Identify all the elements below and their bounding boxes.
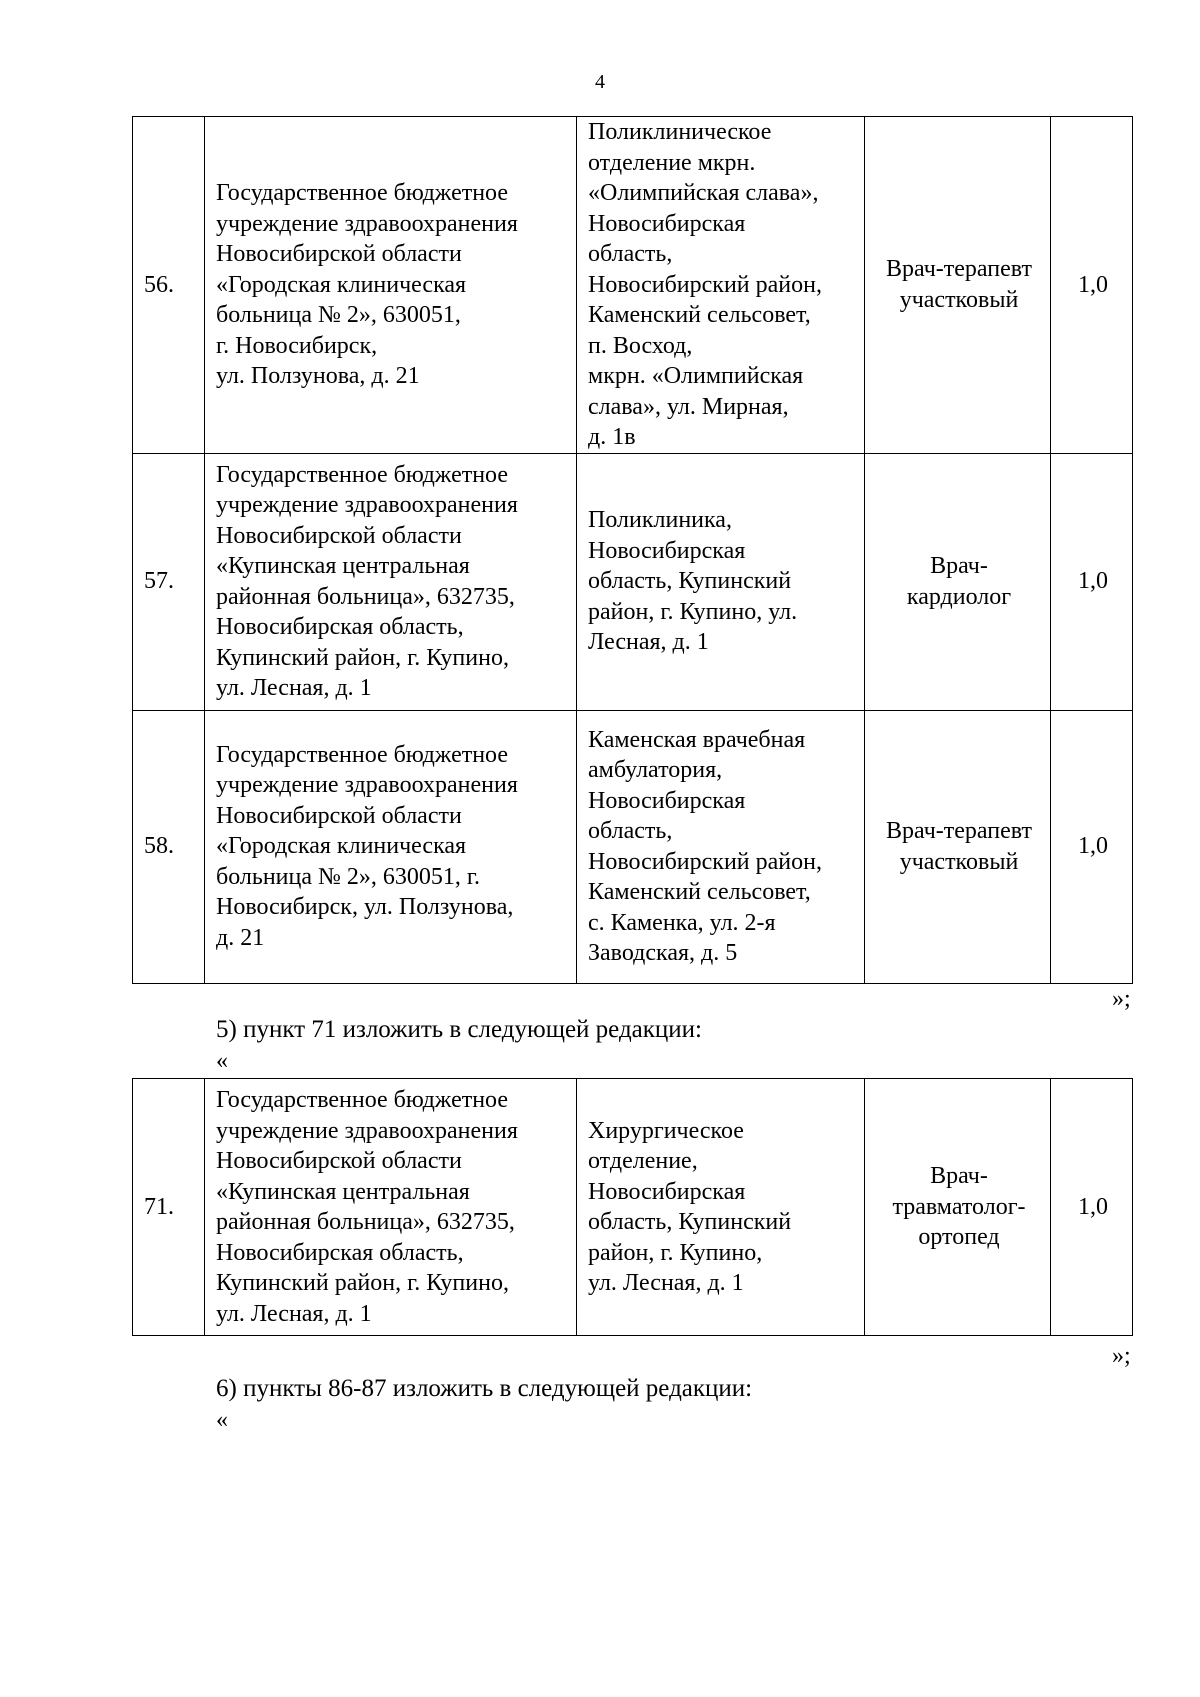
rate-cell: 1,0 bbox=[1051, 710, 1133, 983]
rate-cell: 1,0 bbox=[1051, 1079, 1133, 1336]
opening-quote: « bbox=[216, 1048, 228, 1074]
row-number: 58. bbox=[133, 710, 205, 983]
position-cell: Врач-терапевт участковый bbox=[865, 117, 1051, 454]
organization-cell: Государственное бюджетное учреждение здравоохранения Новосибирской области «Городская клиническая больница № 2», 630051, г. Новосибирск, ул. Ползунова, д. 21 bbox=[205, 117, 577, 454]
position-cell: Врач-терапевт участковый bbox=[865, 710, 1051, 983]
unit-address-cell: Хирургическое отделение, Новосибирская область, Купинский район, г. Купино, ул. Лесная, д. 1 bbox=[577, 1079, 865, 1336]
organization-cell: Государственное бюджетное учреждение здравоохранения Новосибирской области «Купинская центральная районная больница», 632735, Новосибирская область, Купинский район, г. Купино, ул. Лесная, д. 1 bbox=[205, 1079, 577, 1336]
paragraph-item-6: 6) пункты 86-87 изложить в следующей редакции: bbox=[216, 1375, 753, 1402]
organization-cell: Государственное бюджетное учреждение здравоохранения Новосибирской области «Купинская центральная районная больница», 632735, Новосибирская область, Купинский район, г. Купино, ул. Лесная, д. 1 bbox=[205, 453, 577, 710]
table-row bbox=[133, 117, 1133, 454]
unit-address-cell: Каменская врачебная амбулатория, Новосибирская область, Новосибирский район, Каменский сельсовет, с. Каменка, ул. 2-я Заводская, д. 5 bbox=[577, 710, 865, 983]
rate-cell: 1,0 bbox=[1051, 117, 1133, 454]
closing-quote: »; bbox=[1112, 986, 1131, 1012]
positions-table-2 bbox=[132, 1078, 1133, 1336]
positions-table-1 bbox=[132, 116, 1133, 984]
closing-quote: »; bbox=[1112, 1343, 1131, 1369]
unit-address-cell: Поликлиническое отделение мкрн. «Олимпийская слава», Новосибирская область, Новосибирский район, Каменский сельсовет, п. Восход, мкрн. «Олимпийская слава», ул. Мирная, д. 1в bbox=[577, 117, 865, 454]
page-number: 4 bbox=[595, 71, 605, 93]
organization-cell: Государственное бюджетное учреждение здравоохранения Новосибирской области «Городская клиническая больница № 2», 630051, г. Новосибирск, ул. Ползунова, д. 21 bbox=[205, 710, 577, 983]
opening-quote: « bbox=[216, 1407, 228, 1433]
table-row bbox=[133, 453, 1133, 710]
row-number: 57. bbox=[133, 453, 205, 710]
position-cell: Врач- травматолог- ортопед bbox=[865, 1079, 1051, 1336]
position-cell: Врач- кардиолог bbox=[865, 453, 1051, 710]
row-number: 56. bbox=[133, 117, 205, 454]
rate-cell: 1,0 bbox=[1051, 453, 1133, 710]
row-number: 71. bbox=[133, 1079, 205, 1336]
table-row bbox=[133, 1079, 1133, 1336]
paragraph-item-5: 5) пункт 71 изложить в следующей редакции: bbox=[216, 1016, 702, 1043]
table-row bbox=[133, 710, 1133, 983]
unit-address-cell: Поликлиника, Новосибирская область, Купинский район, г. Купино, ул. Лесная, д. 1 bbox=[577, 453, 865, 710]
